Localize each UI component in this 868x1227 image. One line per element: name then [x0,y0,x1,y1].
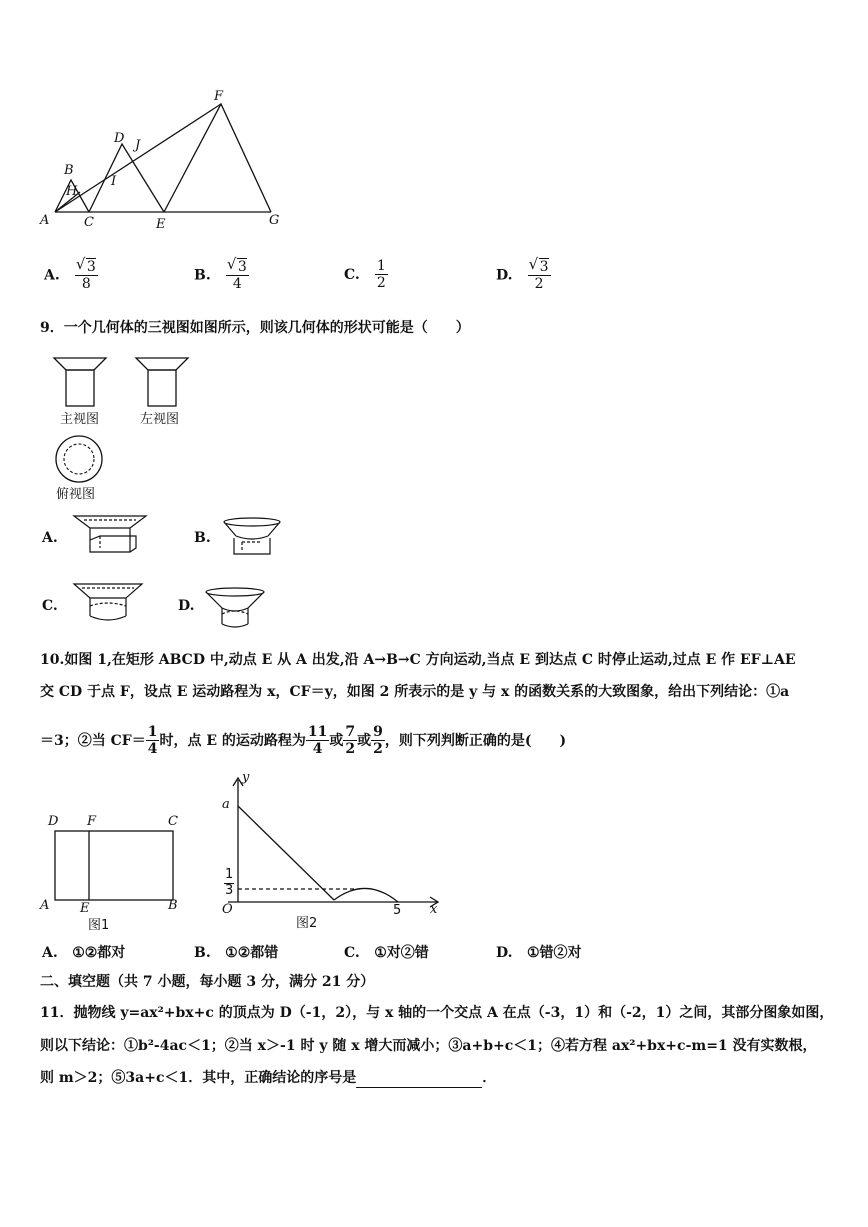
q10-frac-quarter-den: 4 [147,741,158,757]
q11-line-3-a: 则 m＞2；⑤3a+c＜1．其中，正确结论的序号是 [40,1070,357,1086]
q10-line-1: 10.如图 1,在矩形 ABCD 中,动点 E 从 A 出发,沿 A→B→C 方向运动,当点 E 到达点 C 时停止运动,过点 E 作 EF⊥AE [40,652,796,668]
q10-option-b[interactable] [194,943,278,963]
q10-line-3-a: ＝3；②当 CF＝ [40,732,146,749]
q10-option-d-text: ①错②对 [526,945,582,961]
q10-frac-b-den: 2 [345,741,356,757]
q8-option-c-num: 1 [376,258,386,274]
q9-stem: 9．一个几何体的三视图如图所示，则该几何体的形状可能是（ ） [40,320,470,336]
q9-option-a-letter[interactable]: A. [42,530,58,546]
q10-or-2: 或 [357,732,372,749]
q10-option-d[interactable] [496,943,582,963]
q8-option-a-den: 8 [81,276,91,292]
q10-option-c-letter: C. [344,945,360,961]
q8-option-a[interactable] [44,258,98,292]
q8-option-a-num: √ 3 [86,258,96,275]
q8-label-h: H [66,184,78,199]
q9-left-view-label: 左视图 [140,412,180,427]
q8-option-d-letter: D. [496,267,513,284]
q8-triangle-figure [40,88,290,238]
q10-option-d-letter: D. [496,945,513,961]
q10-fig2-label-x: x [430,902,438,917]
q10-or-1: 或 [329,732,344,749]
q10-frac-quarter-num: 1 [147,724,158,740]
q10-option-a[interactable] [42,943,125,963]
q10-line-3-b: 时，点 E 的运动路程为 [159,732,306,749]
q9-front-view-label: 主视图 [60,412,100,427]
q10-fig1-label-d: D [48,814,59,829]
q8-option-c-den: 2 [376,275,386,291]
q9-front-view [52,356,108,408]
q9-top-view [54,434,104,484]
q10-fig1-caption: 图1 [88,918,110,933]
q10-fig2-label-a: a [222,797,230,812]
section-2-heading: 二、填空题（共 7 小题，每小题 3 分，满分 21 分） [40,974,375,990]
q8-option-b-den: 4 [232,276,242,292]
q8-label-f: F [214,89,224,104]
q8-option-b[interactable] [194,258,249,292]
q10-fig2-label-one: 1 [225,867,234,882]
q10-line-3 [40,724,566,757]
q9-option-d-figure[interactable] [204,586,266,632]
q10-frac-b-num: 7 [345,724,356,740]
q10-fig1-label-b: B [168,898,178,913]
q10-fig1-label-c: C [168,814,178,829]
q8-option-d[interactable] [496,258,551,292]
q8-label-g: G [269,213,280,228]
q10-figure-1-rectangle [54,830,174,902]
q8-option-d-den: 2 [534,276,544,292]
q11-line-2: 则以下结论：①b²-4ac＜1；②当 x＞-1 时 y 随 x 增大而减小；③a+b+c＜1；④若方程 ax²+bx+c-m=1 没有实数根， [40,1038,817,1054]
q10-option-c-text: ①对②错 [374,945,429,961]
q10-frac-a-num: 11 [307,724,328,740]
q11-line-1: 11．抛物线 y=ax²+bx+c 的顶点为 D（-1，2），与 x 轴的一个交点 A 在点（-3，1）和（-2，1）之间，其部分图象如图， [40,1005,834,1021]
q9-left-view [134,356,190,408]
q10-figure-2-graph [220,774,446,910]
q8-label-a: A [40,213,50,228]
q8-option-c[interactable] [344,258,388,291]
q8-option-a-letter: A. [44,267,60,284]
q10-fig1-label-e: E [80,901,90,916]
q9-option-c-letter[interactable]: C. [42,598,58,614]
q10-frac-c-num: 9 [373,724,383,740]
q9-option-c-figure[interactable] [72,582,144,626]
q8-label-i: I [111,174,117,189]
q8-option-b-num: √ 3 [237,258,247,275]
q10-line-3-c: ，则下列判断正确的是( ) [384,732,567,749]
q8-label-e: E [156,217,166,232]
q10-fig2-label-three: 3 [225,883,234,898]
q9-option-d-letter[interactable]: D. [178,598,195,614]
q10-option-c[interactable] [344,943,429,963]
q10-line-2: 交 CD 于点 F，设点 E 运动路程为 x，CF＝y，如图 2 所表示的是 y 与 x 的函数关系的大致图象，给出下列结论：①a [40,684,790,700]
q10-option-b-text: ①②都错 [225,945,279,961]
q10-fig2-label-y: y [242,770,250,785]
q10-frac-a-den: 4 [312,741,323,757]
q9-option-a-figure[interactable] [72,514,148,558]
q10-frac-c-den: 2 [373,741,383,757]
q10-option-a-letter: A. [42,945,58,961]
q10-fig1-label-f: F [87,814,97,829]
q10-fig2-label-o: O [222,902,233,917]
q8-label-j: J [135,138,141,153]
q9-option-b-figure[interactable] [222,516,282,560]
q11-line-3 [40,1068,496,1088]
q10-option-a-text: ①②都对 [72,945,126,961]
q8-option-d-num: √ 3 [539,258,549,275]
q9-option-b-letter[interactable]: B. [194,530,211,546]
q11-answer-blank[interactable] [356,1072,482,1088]
q8-label-d: D [114,131,125,146]
q8-option-b-letter: B. [194,267,211,284]
q9-top-view-label: 俯视图 [56,487,96,502]
q8-label-c: C [84,215,94,230]
q10-option-b-letter: B. [194,945,211,961]
q11-line-3-b: ． [482,1070,497,1086]
q10-fig2-label-five: 5 [393,903,402,918]
q10-fig2-caption: 图2 [296,916,318,931]
q10-fig1-label-a: A [40,898,50,913]
q8-label-b: B [64,163,74,178]
q8-option-c-letter: C. [344,267,360,283]
